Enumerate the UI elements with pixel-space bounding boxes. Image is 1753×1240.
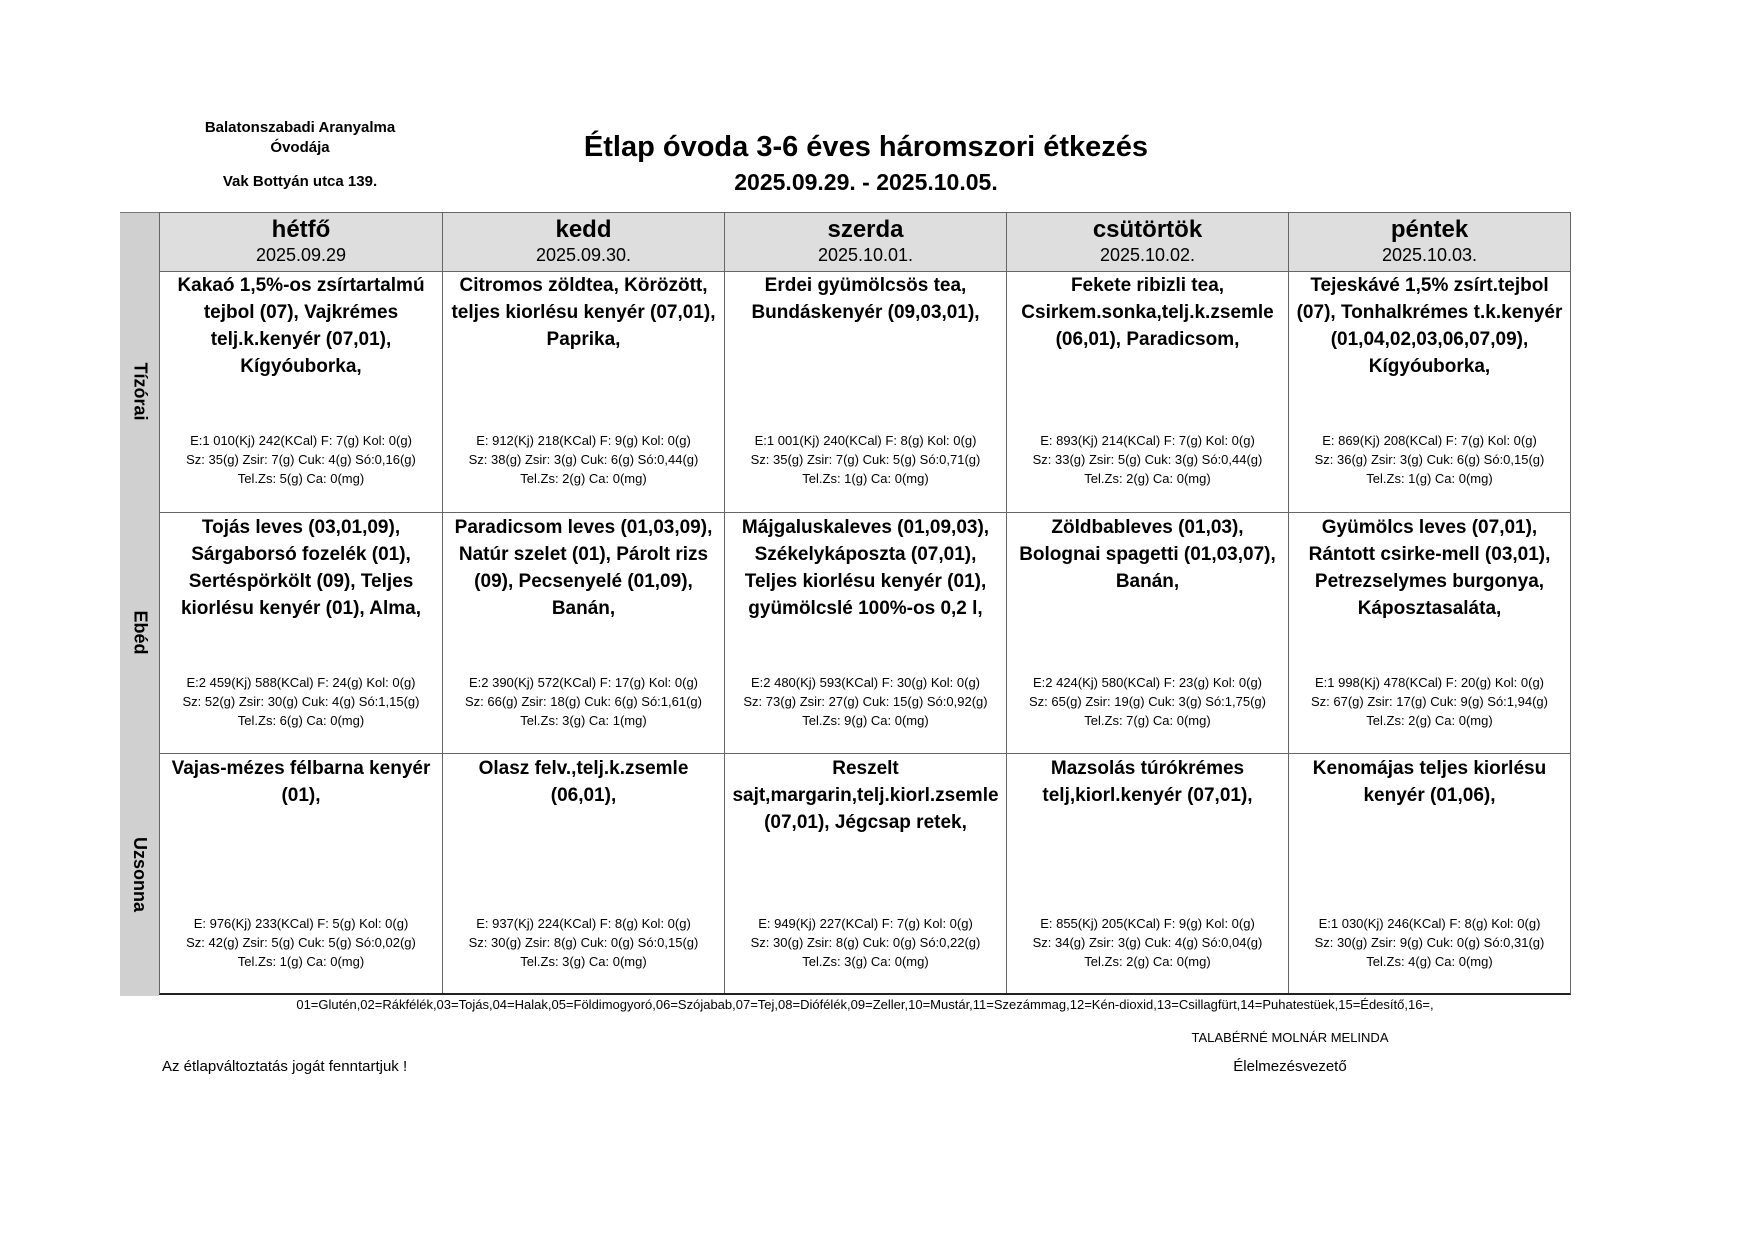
menu-items: Fekete ribizli tea, Csirkem.sonka,telj.k.zsemle (06,01), Paradicsom,: [1021, 275, 1274, 350]
nutrition-line-macros: Sz: 38(g) Zsir: 3(g) Cuk: 6(g) Só:0,44(g): [468, 452, 699, 467]
nutrition-line-fat-calcium: Tel.Zs: 3(g) Ca: 1(mg): [520, 713, 647, 728]
menu-items: Kenomájas teljes kiorlésu kenyér (01,06),: [1312, 758, 1547, 806]
nutrition-line-fat-calcium: Tel.Zs: 2(g) Ca: 0(mg): [520, 471, 647, 486]
menu-cell-ebed: [443, 513, 724, 754]
menu-items: Paradicsom leves (01,03,09), Natúr szelet (01), Párolt rizs (09), Pecsenyelé (01,09), Banán,: [454, 517, 713, 619]
day-column: [724, 213, 1006, 993]
nutrition-line-fat-calcium: Tel.Zs: 3(g) Ca: 0(mg): [520, 954, 647, 969]
nutrition-line-energy: E:2 480(Kj) 593(KCal) F: 30(g) Kol: 0(g): [750, 675, 981, 690]
nutrition-info: [725, 673, 1006, 730]
nutrition-line-macros: Sz: 34(g) Zsir: 3(g) Cuk: 4(g) Só:0,04(g): [1032, 935, 1263, 950]
day-column: [160, 213, 442, 993]
meal-label-text: Uzsonna: [130, 836, 151, 912]
institution-address: Vak Bottyán utca 139.: [222, 173, 378, 190]
change-notice: Az étlapváltoztatás jogát fenntartjuk !: [162, 1058, 408, 1075]
nutrition-line-macros: Sz: 30(g) Zsir: 8(g) Cuk: 0(g) Só:0,15(g): [468, 935, 699, 950]
nutrition-info: [1289, 431, 1570, 488]
day-header: [1007, 213, 1288, 272]
nutrition-line-macros: Sz: 42(g) Zsir: 5(g) Cuk: 5(g) Só:0,02(g): [186, 935, 416, 950]
day-name: szerda: [827, 216, 904, 243]
day-name: péntek: [1390, 216, 1469, 243]
meal-label-ebed: [120, 512, 159, 753]
menu-cell-ebed: [160, 513, 442, 754]
nutrition-line-energy: E:1 030(Kj) 246(KCal) F: 8(g) Kol: 0(g): [1318, 916, 1541, 931]
nutrition-info: [160, 673, 442, 730]
menu-items: Tejeskávé 1,5% zsírt.tejbol (07), Tonhalkrémes t.k.kenyér (01,04,02,03,06,07,09), Kígyóuborka,: [1296, 275, 1563, 377]
institution-name-line1: Balatonszabadi Aranyalma: [204, 119, 396, 136]
nutrition-line-fat-calcium: Tel.Zs: 4(g) Ca: 0(mg): [1366, 954, 1493, 969]
day-header: [725, 213, 1006, 272]
nutrition-info: [1289, 673, 1570, 730]
menu-cell-tizorai: [443, 271, 724, 513]
nutrition-line-energy: E:1 001(Kj) 240(KCal) F: 8(g) Kol: 0(g): [754, 433, 977, 448]
nutrition-info: [160, 914, 442, 971]
nutrition-line-energy: E: 949(Kj) 227(KCal) F: 7(g) Kol: 0(g): [758, 916, 973, 931]
day-date: 2025.10.01.: [817, 245, 914, 265]
signer-name: TALABÉRNÉ MOLNÁR MELINDA: [1191, 1030, 1389, 1045]
day-header: [1289, 213, 1570, 272]
menu-cell-uzsonna: [443, 754, 724, 995]
nutrition-line-macros: Sz: 67(g) Zsir: 17(g) Cuk: 9(g) Só:1,94(g): [1311, 694, 1548, 709]
menu-items: Olasz felv.,telj.k.zsemle (06,01),: [478, 758, 689, 806]
nutrition-line-macros: Sz: 36(g) Zsir: 3(g) Cuk: 6(g) Só:0,15(g): [1314, 452, 1545, 467]
allergen-legend: 01=Glutén,02=Rákfélék,03=Tojás,04=Halak,05=Földimogyoró,06=Szójabab,07=Tej,08=Diófélék,09=Zeller,10=Mustár,11=Szezámmag,12=Kén-dioxid,13=Csillagfürt,14=Puhatestüek,15=Édesítő,16=,: [296, 997, 1434, 1012]
nutrition-line-macros: Sz: 30(g) Zsir: 9(g) Cuk: 0(g) Só:0,31(g): [1314, 935, 1545, 950]
nutrition-info: [1007, 673, 1288, 730]
day-column: [1006, 213, 1288, 993]
meal-label-tizorai: [120, 270, 159, 512]
nutrition-line-fat-calcium: Tel.Zs: 9(g) Ca: 0(mg): [802, 713, 929, 728]
menu-items: Kakaó 1,5%-os zsírtartalmú tejbol (07), Vajkrémes telj.k.kenyér (07,01), Kígyóuborka,: [177, 275, 425, 377]
nutrition-info: [725, 431, 1006, 488]
nutrition-info: [443, 914, 724, 971]
nutrition-line-macros: Sz: 65(g) Zsir: 19(g) Cuk: 3(g) Só:1,75(g): [1029, 694, 1266, 709]
menu-cell-ebed: [1289, 513, 1570, 754]
page-date-range: 2025.09.29. - 2025.10.05.: [734, 169, 998, 195]
nutrition-line-energy: E: 912(Kj) 218(KCal) F: 9(g) Kol: 0(g): [476, 433, 691, 448]
day-header: [443, 213, 724, 272]
signer-role: Élelmezésvezető: [1233, 1058, 1347, 1075]
meal-label-text: Tízórai: [130, 361, 151, 421]
menu-items: Reszelt sajt,margarin,telj.kiorl.zsemle (07,01), Jégcsap retek,: [732, 758, 999, 833]
nutrition-line-energy: E: 893(Kj) 214(KCal) F: 7(g) Kol: 0(g): [1040, 433, 1255, 448]
nutrition-info: [160, 431, 442, 488]
menu-cell-uzsonna: [725, 754, 1006, 995]
menu-items: Vajas-mézes félbarna kenyér (01),: [171, 758, 431, 806]
menu-cell-uzsonna: [1289, 754, 1570, 995]
nutrition-info: [1007, 914, 1288, 971]
nutrition-line-macros: Sz: 35(g) Zsir: 7(g) Cuk: 4(g) Só:0,16(g): [186, 452, 416, 467]
nutrition-line-macros: Sz: 33(g) Zsir: 5(g) Cuk: 3(g) Só:0,44(g): [1032, 452, 1263, 467]
institution-name: [190, 118, 410, 158]
nutrition-info: [1289, 914, 1570, 971]
nutrition-line-fat-calcium: Tel.Zs: 2(g) Ca: 0(mg): [1366, 713, 1493, 728]
nutrition-info: [443, 431, 724, 488]
menu-items: Mazsolás túrókrémes telj,kiorl.kenyér (07,01),: [1042, 758, 1253, 806]
day-column: [1288, 213, 1570, 993]
nutrition-line-energy: E: 869(Kj) 208(KCal) F: 7(g) Kol: 0(g): [1322, 433, 1537, 448]
nutrition-line-fat-calcium: Tel.Zs: 1(g) Ca: 0(mg): [802, 471, 929, 486]
nutrition-line-macros: Sz: 66(g) Zsir: 18(g) Cuk: 6(g) Só:1,61(g): [465, 694, 702, 709]
menu-items: Zöldbableves (01,03), Bolognai spagetti (01,03,07), Banán,: [1019, 517, 1276, 592]
day-name: csütörtök: [1092, 216, 1203, 243]
menu-items: Májgaluskaleves (01,09,03), Székelykáposzta (07,01), Teljes kiorlésu kenyér (01), gyümölcslé 100%-os 0,2 l,: [741, 517, 990, 619]
nutrition-line-energy: E:1 998(Kj) 478(KCal) F: 20(g) Kol: 0(g): [1314, 675, 1545, 690]
day-date: 2025.09.30.: [535, 245, 632, 265]
menu-cell-ebed: [1007, 513, 1288, 754]
nutrition-line-fat-calcium: Tel.Zs: 1(g) Ca: 0(mg): [1366, 471, 1493, 486]
meal-label-text: Ebéd: [130, 610, 151, 655]
menu-cell-tizorai: [725, 271, 1006, 513]
nutrition-line-energy: E:2 390(Kj) 572(KCal) F: 17(g) Kol: 0(g): [468, 675, 699, 690]
menu-cell-uzsonna: [1007, 754, 1288, 995]
meal-label-uzsonna: [120, 753, 159, 995]
nutrition-line-energy: E: 855(Kj) 205(KCal) F: 9(g) Kol: 0(g): [1040, 916, 1255, 931]
nutrition-info: [443, 673, 724, 730]
day-column: [442, 213, 724, 993]
menu-table: [159, 212, 1571, 995]
menu-items: Citromos zöldtea, Körözött, teljes kiorlésu kenyér (07,01), Paprika,: [451, 275, 716, 350]
menu-cell-uzsonna: [160, 754, 442, 995]
menu-cell-tizorai: [160, 271, 442, 513]
nutrition-line-fat-calcium: Tel.Zs: 6(g) Ca: 0(mg): [237, 713, 365, 728]
nutrition-info: [1007, 431, 1288, 488]
nutrition-line-energy: E: 976(Kj) 233(KCal) F: 5(g) Kol: 0(g): [193, 916, 409, 931]
nutrition-line-energy: E: 937(Kj) 224(KCal) F: 8(g) Kol: 0(g): [476, 916, 691, 931]
day-date: 2025.09.29: [255, 245, 347, 265]
nutrition-line-fat-calcium: Tel.Zs: 2(g) Ca: 0(mg): [1084, 954, 1211, 969]
day-name: hétfő: [271, 216, 331, 243]
menu-items: Gyümölcs leves (07,01), Rántott csirke-mell (03,01), Petrezselymes burgonya, Káposztasaláta,: [1308, 517, 1551, 619]
nutrition-info: [725, 914, 1006, 971]
nutrition-line-fat-calcium: Tel.Zs: 7(g) Ca: 0(mg): [1084, 713, 1211, 728]
nutrition-line-macros: Sz: 30(g) Zsir: 8(g) Cuk: 0(g) Só:0,22(g): [750, 935, 981, 950]
nutrition-line-fat-calcium: Tel.Zs: 1(g) Ca: 0(mg): [237, 954, 365, 969]
nutrition-line-energy: E:2 424(Kj) 580(KCal) F: 23(g) Kol: 0(g): [1032, 675, 1263, 690]
day-header: [160, 213, 442, 272]
menu-items: Erdei gyümölcsös tea, Bundáskenyér (09,03,01),: [751, 275, 980, 323]
menu-items: Tojás leves (03,01,09), Sárgaborsó fozelék (01), Sertéspörkölt (09), Teljes kiorlésu kenyér (01), Alma,: [180, 517, 422, 619]
institution-name-line2: Óvodája: [270, 139, 330, 156]
day-date: 2025.10.02.: [1099, 245, 1196, 265]
nutrition-line-macros: Sz: 35(g) Zsir: 7(g) Cuk: 5(g) Só:0,71(g): [750, 452, 981, 467]
nutrition-line-macros: Sz: 52(g) Zsir: 30(g) Cuk: 4(g) Só:1,15(g): [182, 694, 420, 709]
menu-cell-tizorai: [1007, 271, 1288, 513]
menu-cell-ebed: [725, 513, 1006, 754]
nutrition-line-fat-calcium: Tel.Zs: 2(g) Ca: 0(mg): [1084, 471, 1211, 486]
day-name: kedd: [555, 216, 612, 243]
nutrition-line-energy: E:1 010(Kj) 242(KCal) F: 7(g) Kol: 0(g): [190, 433, 412, 448]
nutrition-line-macros: Sz: 73(g) Zsir: 27(g) Cuk: 15(g) Só:0,92(g): [743, 694, 988, 709]
nutrition-line-fat-calcium: Tel.Zs: 3(g) Ca: 0(mg): [802, 954, 929, 969]
page-title: Étlap óvoda 3-6 éves háromszori étkezés: [583, 131, 1149, 163]
day-date: 2025.10.03.: [1381, 245, 1478, 265]
menu-cell-tizorai: [1289, 271, 1570, 513]
nutrition-line-fat-calcium: Tel.Zs: 5(g) Ca: 0(mg): [237, 471, 365, 486]
nutrition-line-energy: E:2 459(Kj) 588(KCal) F: 24(g) Kol: 0(g): [186, 675, 416, 690]
